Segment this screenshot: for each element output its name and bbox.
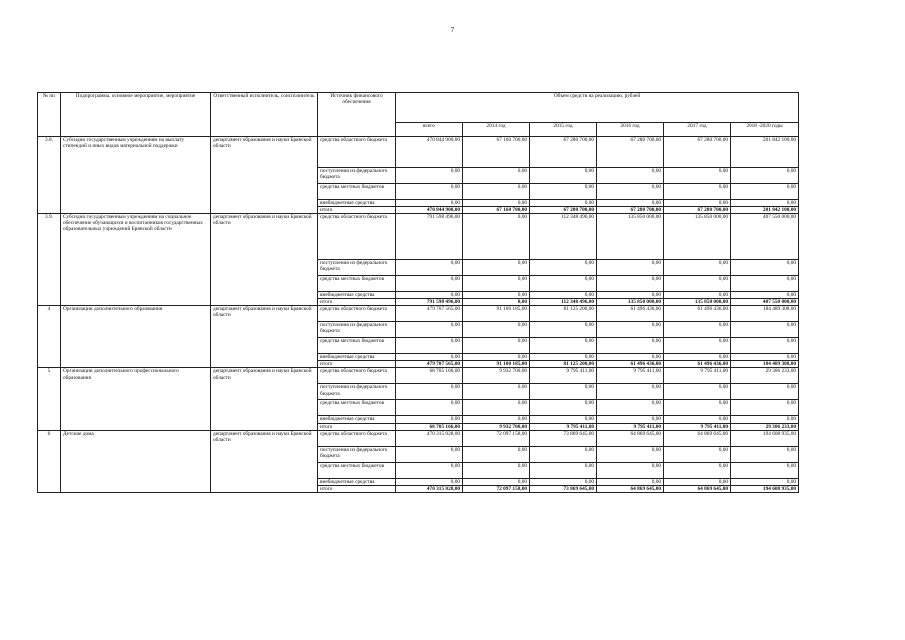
amount-cell: 0,00 — [664, 478, 731, 485]
amount-cell: 0,00 — [731, 322, 799, 338]
amount-cell: 9 795 411,00 — [530, 423, 597, 430]
amount-cell: 67 280 700,00 — [597, 137, 664, 168]
executor-name: департамент образования и науки Брянской области — [211, 368, 318, 430]
amount-cell: 0,00 — [530, 478, 597, 485]
header-year-2014: 2014 год — [463, 123, 530, 137]
header-year-total: всего — [396, 123, 463, 137]
amount-cell: 0,00 — [463, 276, 530, 292]
table-body — [38, 137, 799, 493]
funding-source: средства местных бюджетов — [318, 400, 396, 416]
amount-cell: 61 496 436,00 — [597, 361, 664, 368]
amount-cell: 0,00 — [463, 384, 530, 400]
amount-cell: 9 932 700,00 — [463, 423, 530, 430]
amount-cell: 0,00 — [396, 260, 463, 276]
activity-name: Организации дополнительного профессионального образования — [61, 368, 211, 430]
amount-cell: 112 348 496,00 — [530, 214, 597, 260]
amount-cell: 0,00 — [463, 292, 530, 299]
header-name: Подпрограмма, основное мероприятие, мероприятие — [61, 93, 211, 137]
funding-source: поступления из федерального бюджета — [318, 260, 396, 276]
executor-name: департамент образования и науки Брянской области — [211, 137, 318, 214]
amount-cell: 61 496 436,00 — [664, 361, 731, 368]
amount-cell: 791 598 496,00 — [396, 214, 463, 260]
amount-cell: 81 125 200,00 — [530, 306, 597, 322]
amount-cell: 29 386 233,00 — [731, 423, 799, 430]
amount-cell: 9 795 411,00 — [597, 423, 664, 430]
amount-cell: 0,00 — [597, 260, 664, 276]
amount-cell: 0,00 — [463, 462, 530, 478]
activity-name: Детские дома — [61, 430, 211, 492]
amount-cell: 0,00 — [530, 276, 597, 292]
amount-cell: 0,00 — [463, 338, 530, 354]
amount-cell: 0,00 — [396, 322, 463, 338]
header-source: Источник финансового обеспечения — [318, 93, 396, 137]
amount-cell: 0,00 — [731, 354, 799, 361]
amount-cell: 0,00 — [597, 200, 664, 207]
row-number: 3.8. — [38, 137, 61, 214]
amount-cell: 0,00 — [664, 462, 731, 478]
funding-source: поступления из федерального бюджета — [318, 168, 396, 184]
row-number: 4 — [38, 306, 61, 368]
amount-cell: 0,00 — [396, 168, 463, 184]
header-year-2016: 2016 год — [597, 123, 664, 137]
amount-cell: 0,00 — [396, 338, 463, 354]
amount-cell: 0,00 — [530, 292, 597, 299]
amount-cell: 0,00 — [731, 400, 799, 416]
amount-cell: 0,00 — [597, 446, 664, 462]
funding-source: средства областного бюджета — [318, 430, 396, 446]
amount-cell: 0,00 — [530, 338, 597, 354]
amount-cell: 479 707 565,00 — [396, 306, 463, 322]
amount-cell: 0,00 — [463, 260, 530, 276]
header-amount: Объем средств на реализацию, рублей — [396, 93, 799, 123]
funding-source: средства местных бюджетов — [318, 184, 396, 200]
amount-cell: 0,00 — [664, 276, 731, 292]
amount-cell: 0,00 — [396, 292, 463, 299]
amount-cell: 0,00 — [731, 416, 799, 423]
funding-source: внебюджетные средства — [318, 416, 396, 423]
amount-cell: 0,00 — [463, 446, 530, 462]
header-year-2018-2020: 2018 -2020 годы — [731, 123, 799, 137]
amount-cell: 0,00 — [530, 400, 597, 416]
amount-cell: 91 100 185,00 — [463, 306, 530, 322]
amount-cell: 0,00 — [530, 184, 597, 200]
amount-cell: 0,00 — [530, 168, 597, 184]
amount-cell: 9 795 411,00 — [597, 368, 664, 384]
amount-cell: 0,00 — [731, 338, 799, 354]
amount-cell: 61 496 436,00 — [597, 306, 664, 322]
funding-source: средства областного бюджета — [318, 306, 396, 322]
amount-cell: 0,00 — [597, 338, 664, 354]
amount-cell: 67 280 700,00 — [664, 137, 731, 168]
amount-cell: 0,00 — [664, 416, 731, 423]
amount-cell: 0,00 — [731, 260, 799, 276]
amount-cell: 0,00 — [731, 276, 799, 292]
amount-cell: 73 869 645,00 — [530, 485, 597, 492]
amount-cell: 0,00 — [396, 446, 463, 462]
amount-cell: 73 869 645,00 — [530, 430, 597, 446]
amount-cell: 0,00 — [396, 478, 463, 485]
amount-cell: 0,00 — [597, 384, 664, 400]
amount-cell: 0,00 — [731, 200, 799, 207]
funding-source: поступления из федерального бюджета — [318, 384, 396, 400]
budget-table — [37, 92, 799, 493]
amount-cell: 61 496 436,00 — [664, 306, 731, 322]
amount-cell: 135 850 000,00 — [597, 299, 664, 306]
table-row — [38, 137, 799, 168]
amount-cell: 0,00 — [396, 400, 463, 416]
table-header — [38, 93, 799, 137]
funding-source: итого — [318, 299, 396, 306]
amount-cell: 0,00 — [530, 354, 597, 361]
amount-cell: 67 280 700,00 — [664, 207, 731, 214]
amount-cell: 0,00 — [396, 200, 463, 207]
amount-cell: 91 100 185,00 — [463, 361, 530, 368]
amount-cell: 72 097 158,00 — [463, 430, 530, 446]
amount-cell: 470 844 900,00 — [396, 137, 463, 168]
amount-cell: 0,00 — [530, 260, 597, 276]
amount-cell: 9 795 411,00 — [664, 368, 731, 384]
row-number: 5 — [38, 368, 61, 430]
amount-cell: 67 280 700,00 — [597, 207, 664, 214]
amount-cell: 0,00 — [463, 168, 530, 184]
amount-cell: 0,00 — [463, 184, 530, 200]
amount-cell: 0,00 — [530, 462, 597, 478]
funding-source: средства местных бюджетов — [318, 276, 396, 292]
amount-cell: 0,00 — [731, 384, 799, 400]
amount-cell: 0,00 — [597, 168, 664, 184]
funding-source: внебюджетные средства — [318, 200, 396, 207]
amount-cell: 0,00 — [530, 322, 597, 338]
amount-cell: 0,00 — [463, 299, 530, 306]
amount-cell: 184 489 308,00 — [731, 306, 799, 322]
amount-cell: 0,00 — [463, 478, 530, 485]
row-number: 3.9. — [38, 214, 61, 306]
funding-source: средства местных бюджетов — [318, 338, 396, 354]
funding-source: внебюджетные средства — [318, 354, 396, 361]
header-executor: Ответственный исполнитель, соисполнитель — [211, 93, 318, 137]
amount-cell: 470 315 028,00 — [396, 485, 463, 492]
amount-cell: 0,00 — [597, 292, 664, 299]
amount-cell: 0,00 — [731, 292, 799, 299]
amount-cell: 0,00 — [597, 478, 664, 485]
amount-cell: 0,00 — [664, 338, 731, 354]
amount-cell: 0,00 — [664, 400, 731, 416]
amount-cell: 0,00 — [731, 478, 799, 485]
amount-cell: 0,00 — [597, 322, 664, 338]
table-row — [38, 430, 799, 446]
funding-source: итого — [318, 361, 396, 368]
amount-cell: 68 705 166,00 — [396, 368, 463, 384]
amount-cell: 0,00 — [530, 384, 597, 400]
amount-cell: 0,00 — [597, 416, 664, 423]
amount-cell: 479 707 565,00 — [396, 361, 463, 368]
amount-cell: 9 795 411,00 — [530, 368, 597, 384]
funding-source: итого — [318, 485, 396, 492]
amount-cell: 135 850 000,00 — [664, 214, 731, 260]
row-number: 6 — [38, 430, 61, 492]
amount-cell: 194 608 935,00 — [731, 430, 799, 446]
amount-cell: 0,00 — [731, 168, 799, 184]
funding-source: итого — [318, 207, 396, 214]
amount-cell: 0,00 — [664, 354, 731, 361]
amount-cell: 0,00 — [396, 184, 463, 200]
amount-cell: 470 315 028,00 — [396, 430, 463, 446]
funding-source: средства областного бюджета — [318, 368, 396, 384]
amount-cell: 0,00 — [731, 184, 799, 200]
amount-cell: 0,00 — [597, 462, 664, 478]
amount-cell: 67 280 700,00 — [530, 137, 597, 168]
amount-cell: 0,00 — [396, 416, 463, 423]
amount-cell: 0,00 — [597, 354, 664, 361]
amount-cell: 0,00 — [731, 446, 799, 462]
amount-cell: 29 386 233,00 — [731, 368, 799, 384]
amount-cell: 0,00 — [463, 214, 530, 260]
header-year-2017: 2017 год — [664, 123, 731, 137]
table-row — [38, 368, 799, 384]
amount-cell: 0,00 — [396, 384, 463, 400]
amount-cell: 407 550 000,00 — [731, 214, 799, 260]
amount-cell: 81 125 200,00 — [530, 361, 597, 368]
amount-cell: 0,00 — [664, 200, 731, 207]
amount-cell: 64 869 645,00 — [597, 430, 664, 446]
amount-cell: 0,00 — [463, 354, 530, 361]
funding-source: внебюджетные средства — [318, 292, 396, 299]
amount-cell: 0,00 — [597, 400, 664, 416]
amount-cell: 0,00 — [664, 168, 731, 184]
amount-cell: 0,00 — [396, 354, 463, 361]
amount-cell: 64 869 645,00 — [664, 485, 731, 492]
activity-name: Организации дополнительного образования — [61, 306, 211, 368]
funding-source: средства областного бюджета — [318, 214, 396, 260]
executor-name: департамент образования и науки Брянской области — [211, 306, 318, 368]
amount-cell: 194 608 935,00 — [731, 485, 799, 492]
amount-cell: 9 932 700,00 — [463, 368, 530, 384]
funding-source: поступления из федерального бюджета — [318, 446, 396, 462]
amount-cell: 0,00 — [664, 322, 731, 338]
header-year-2015: 2015 год — [530, 123, 597, 137]
amount-cell: 0,00 — [463, 416, 530, 423]
amount-cell: 72 097 158,00 — [463, 485, 530, 492]
amount-cell: 0,00 — [530, 446, 597, 462]
table-row — [38, 306, 799, 322]
table-row — [38, 214, 799, 260]
amount-cell: 791 598 496,00 — [396, 299, 463, 306]
amount-cell: 135 850 000,00 — [597, 214, 664, 260]
funding-source: средства местных бюджетов — [318, 462, 396, 478]
amount-cell: 0,00 — [597, 184, 664, 200]
amount-cell: 135 850 000,00 — [664, 299, 731, 306]
amount-cell: 0,00 — [664, 260, 731, 276]
amount-cell: 64 869 645,00 — [597, 485, 664, 492]
amount-cell: 0,00 — [463, 200, 530, 207]
amount-cell: 0,00 — [664, 292, 731, 299]
funding-source: внебюджетные средства — [318, 478, 396, 485]
amount-cell: 0,00 — [664, 446, 731, 462]
amount-cell: 0,00 — [597, 276, 664, 292]
amount-cell: 0,00 — [530, 200, 597, 207]
amount-cell: 0,00 — [664, 184, 731, 200]
amount-cell: 112 348 496,00 — [530, 299, 597, 306]
activity-name: Субсидии государственным учреждениям на выплату стипендий и иных видов материальной поддержки — [61, 137, 211, 214]
executor-name: департамент образования и науки Брянской области — [211, 430, 318, 492]
amount-cell: 68 705 166,00 — [396, 423, 463, 430]
amount-cell: 407 550 000,00 — [731, 299, 799, 306]
amount-cell: 470 844 900,00 — [396, 207, 463, 214]
amount-cell: 0,00 — [396, 462, 463, 478]
amount-cell: 9 795 411,00 — [664, 423, 731, 430]
funding-source: поступления из федерального бюджета — [318, 322, 396, 338]
amount-cell: 67 160 700,00 — [463, 207, 530, 214]
amount-cell: 184 489 308,00 — [731, 361, 799, 368]
funding-source: средства областного бюджета — [318, 137, 396, 168]
amount-cell: 0,00 — [731, 462, 799, 478]
amount-cell: 67 280 700,00 — [530, 207, 597, 214]
funding-source: итого — [318, 423, 396, 430]
header-num: № пп — [38, 93, 61, 137]
amount-cell: 67 160 700,00 — [463, 137, 530, 168]
amount-cell: 0,00 — [530, 416, 597, 423]
amount-cell: 0,00 — [463, 400, 530, 416]
page-number: 7 — [450, 26, 455, 34]
amount-cell: 201 842 100,00 — [731, 207, 799, 214]
amount-cell: 0,00 — [664, 384, 731, 400]
activity-name: Субсидии государственным учреждениям на социальное обеспечение обучающихся и воспитанников государственных образовательных учреждений Брянской области — [61, 214, 211, 306]
amount-cell: 0,00 — [396, 276, 463, 292]
amount-cell: 64 869 645,00 — [664, 430, 731, 446]
executor-name: департамент образования и науки Брянской области — [211, 214, 318, 306]
amount-cell: 201 842 100,00 — [731, 137, 799, 168]
amount-cell: 0,00 — [463, 322, 530, 338]
